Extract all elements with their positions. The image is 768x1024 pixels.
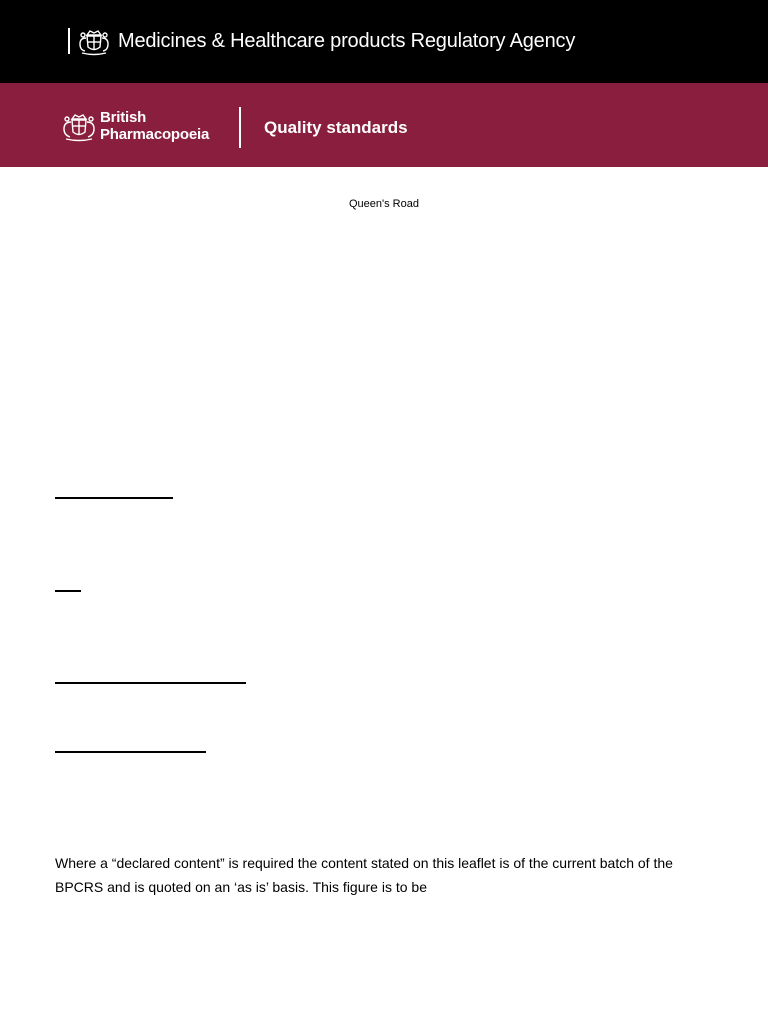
- address-line: Queen's Road: [349, 198, 419, 210]
- declared-content-paragraph: Where a “declared content” is required the content stated on this leaflet is of the current batch of the BPCRS and is quoted on an ‘as is’ basis. This figure is to be: [55, 855, 673, 895]
- logo-line-british: British: [100, 109, 147, 126]
- section-title: Quality standards: [264, 118, 408, 137]
- heading-underline: [55, 590, 81, 592]
- heading-underline: [55, 751, 206, 753]
- heading-underline: [55, 682, 246, 684]
- logo-line-pharmacopoeia: Pharmacopoeia: [100, 126, 210, 143]
- heading-underline: [55, 497, 173, 499]
- header-divider: [68, 28, 70, 54]
- british-pharmacopoeia-logo: [100, 109, 209, 143]
- banner-divider: [239, 107, 241, 148]
- agency-name: Medicines & Healthcare products Regulatory Agency: [118, 30, 576, 52]
- royal-crest-icon: [77, 26, 111, 56]
- royal-crest-icon: [61, 110, 97, 142]
- agency-header: [0, 0, 768, 83]
